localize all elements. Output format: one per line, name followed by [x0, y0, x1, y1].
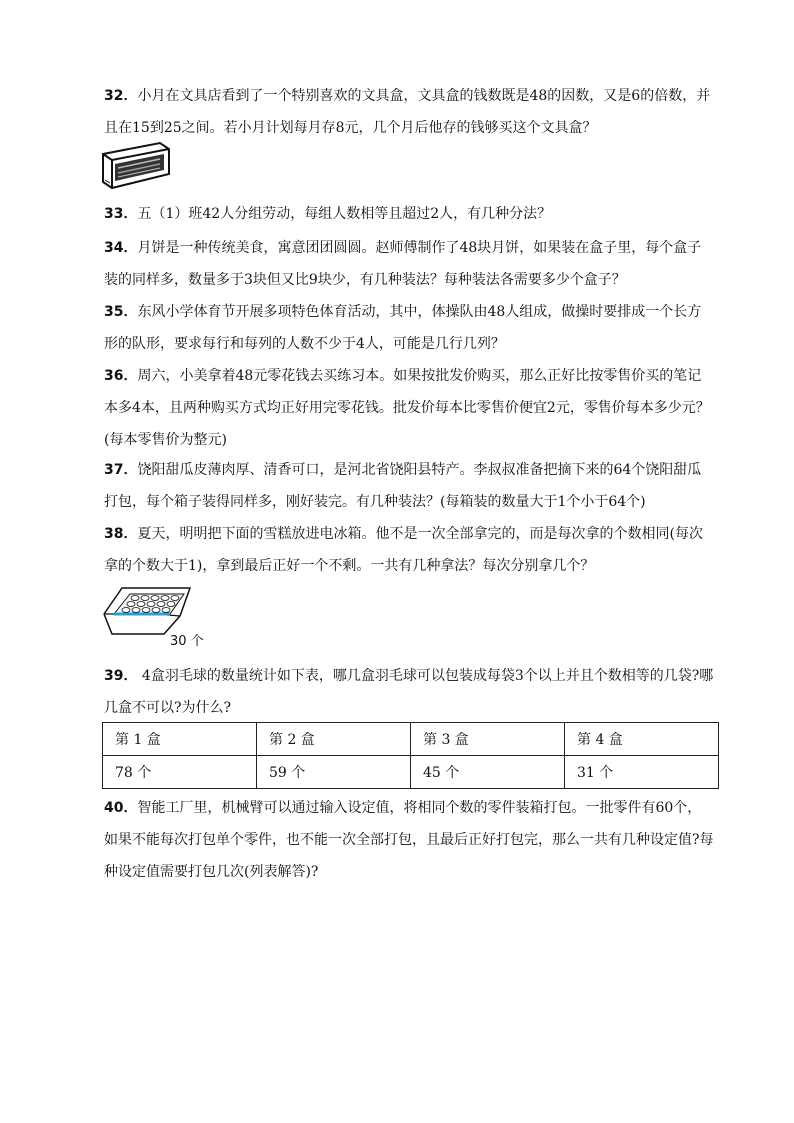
question-number: 34． [104, 240, 138, 256]
table-cell: 45 个 [411, 756, 565, 789]
table-cell: 59 个 [257, 756, 411, 789]
shuttlecock-table [102, 722, 719, 789]
question-number: 39． [104, 668, 138, 684]
question-text: 小月在文具店看到了一个特别喜欢的文具盒，文具盒的钱数既是48的因数，又是6的倍数，并且在15到25之间。若小月计划每月存8元，几个月后他存的钱够买这个文具盒？ [104, 88, 711, 136]
question-40 [104, 792, 714, 888]
question-number: 35． [104, 304, 138, 320]
table-header-cell: 第 3 盒 [411, 723, 565, 756]
question-number: 32． [104, 88, 138, 104]
table-header-row [103, 723, 719, 756]
box-count-label: 30 个 [170, 634, 204, 648]
question-text: 五（1）班42人分组劳动，每组人数相等且超过2人，有几种分法？ [137, 206, 552, 222]
question-text: 饶阳甜瓜皮薄肉厚、清香可口，是河北省饶阳县特产。李叔叔准备把摘下来的64个饶阳甜瓜打包，每个箱子装得同样多，刚好装完。有几种装法？(每箱装的数量大于1个小于64个) [104, 462, 702, 510]
question-number: 40． [104, 800, 138, 816]
question-text: 月饼是一种传统美食，寓意团团圆圆。赵师傅制作了48块月饼，如果装在盒子里，每个盒子装的同样多，数量多于3块但又比9块少，有几种装法？每种装法各需要多少个盒子？ [104, 240, 702, 288]
ice-cream-box-image [100, 584, 210, 648]
pencil-case-image [100, 140, 172, 192]
table-cell: 31 个 [565, 756, 719, 789]
table-header-cell: 第 4 盒 [565, 723, 719, 756]
question-34 [104, 232, 714, 296]
question-33 [104, 198, 714, 230]
question-number: 38． [104, 526, 138, 542]
question-text: 夏天，明明把下面的雪糕放进电冰箱。他不是一次全部拿完的，而是每次拿的个数相同(每次拿的个数大于1)，拿到最后正好一个不剩。一共有几种拿法？每次分别拿几个？ [104, 526, 703, 574]
question-text: 周六，小美拿着48元零花钱去买练习本。如果按批发价购买，那么正好比按零售价买的笔记本多4本，且两种购买方式均正好用完零花钱。批发价每本比零售价便宜2元，零售价每本多少元？(每本零售价为整元) [104, 368, 710, 448]
table-header-cell: 第 1 盒 [103, 723, 257, 756]
question-number: 33． [104, 206, 138, 222]
question-35 [104, 296, 714, 360]
question-text: 东风小学体育节开展多项特色体育活动，其中，体操队由48人组成，做操时要排成一个长方形的队形，要求每行和每列的人数不少于4人，可能是几行几列？ [104, 304, 702, 352]
question-32 [104, 80, 714, 144]
question-text: 4盒羽毛球的数量统计如下表，哪几盒羽毛球可以包装成每袋3个以上并且个数相等的几袋?哪几盒不可以?为什么? [104, 668, 714, 716]
question-number: 36． [104, 368, 138, 384]
question-39 [104, 660, 714, 724]
question-36 [104, 360, 714, 456]
question-number: 37． [104, 462, 138, 478]
question-38 [104, 518, 714, 582]
question-37 [104, 454, 714, 518]
table-header-cell: 第 2 盒 [257, 723, 411, 756]
question-text: 智能工厂里，机械臂可以通过输入设定值，将相同个数的零件装箱打包。一批零件有60个，如果不能每次打包单个零件，也不能一次全部打包，且最后正好打包完，那么一共有几种设定值?每种设定值需要打包几次(列表解答)? [104, 800, 714, 880]
table-row [103, 756, 719, 789]
table-cell: 78 个 [103, 756, 257, 789]
